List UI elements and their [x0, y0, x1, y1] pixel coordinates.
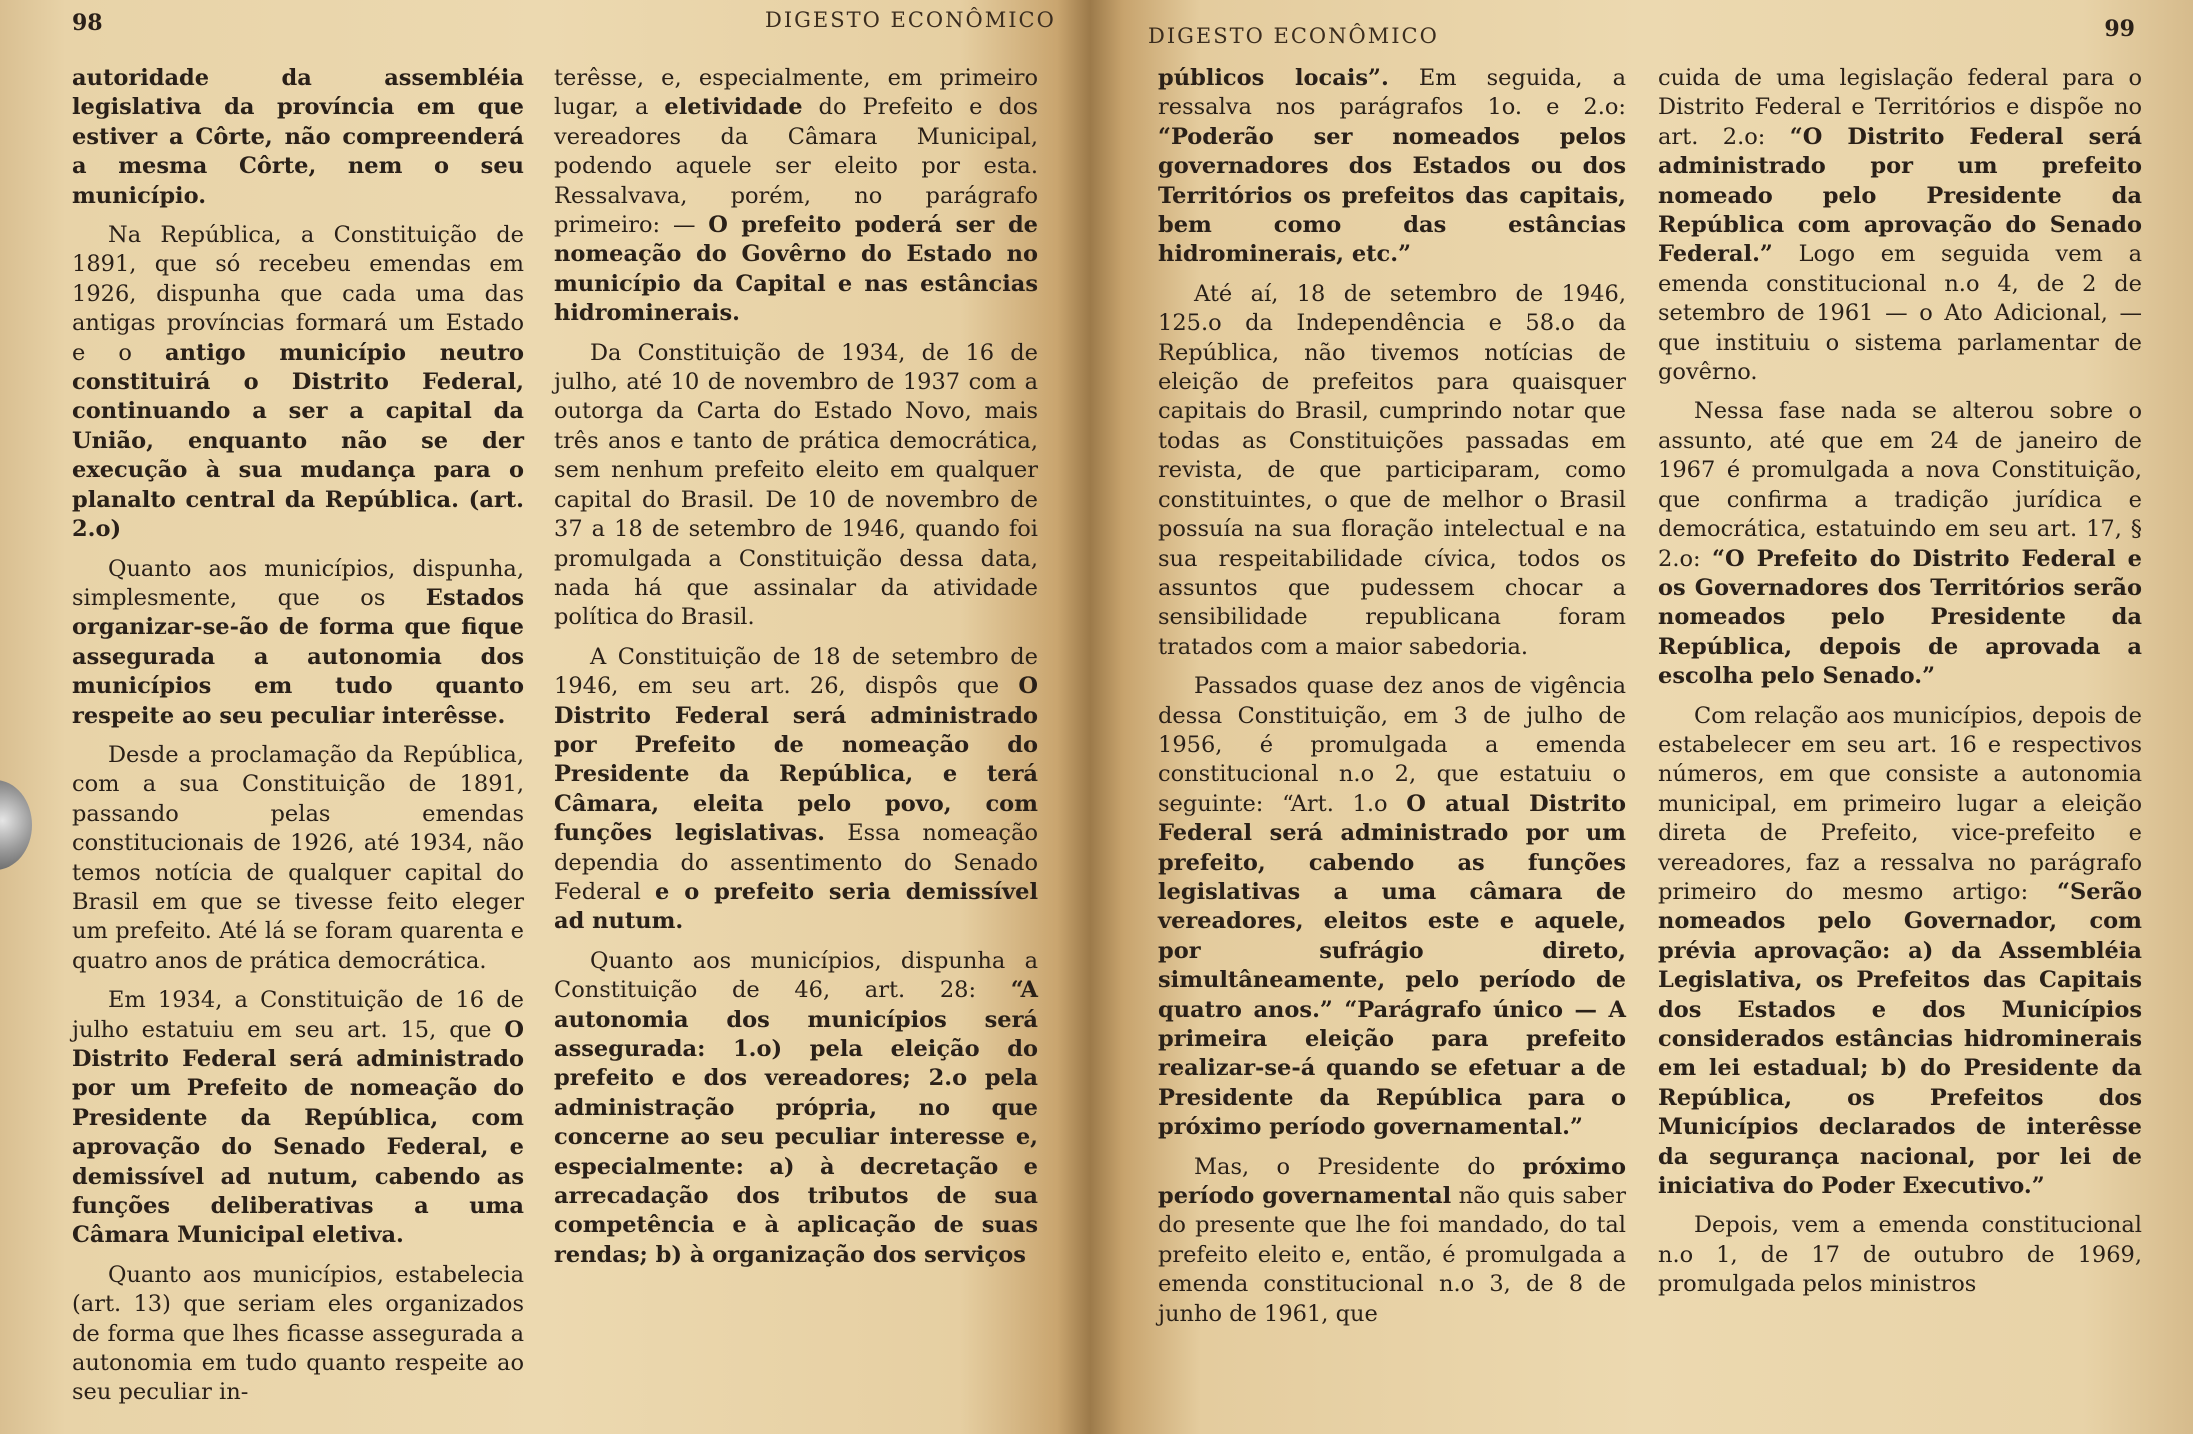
paragraph — [1158, 1153, 1626, 1329]
text-run: Até aí, 18 de setembro de 1946, 125.o da Independência e 58.o da República, não tivemos notícias de eleição de prefeitos para quaisquer capitais do Brasil, cumprindo notar que todas as Constituições passadas em revista, de que participaram, como constituintes, o que de melhor o Brasil possuía na sua floração intelectual e na sua respeitabilidade cívica, todos os assuntos que pudessem chocar a sensibilidade republicana foram tratados com a maior sabedoria. — [1158, 280, 1626, 660]
text-run: Nessa fase nada se alterou sobre o assunto, até que em 24 de janeiro de 1967 é promulgada a nova Constituição, que confirma a tradição jurídica e democrática, estatuindo em seu art. 17, § 2.o: — [1658, 398, 2142, 572]
bold-run: próximo período governamental — [1158, 1153, 1626, 1210]
paper-clip — [0, 780, 32, 870]
paragraph — [72, 986, 524, 1251]
text-run: não quis saber do presente que lhe foi mandado, do tal prefeito eleito e, então, é promulgada a emenda constitucional n.o 3, de 8 de junho de 1961, que — [1158, 1183, 1626, 1327]
bold-run: “Poderão ser nomeados pelos governadores dos Estados ou dos Territórios os prefeitos das capitais, bem como das estâncias hidrominerais, etc.” — [1158, 123, 1626, 268]
text-run: Quanto aos municípios, dispunha, simplesmente, que os — [72, 555, 524, 611]
text-run: Quanto aos municípios, estabelecia (art. 13) que seriam eles organizados de forma que lhes ficasse assegurada a autonomia em tudo quanto respeite ao seu peculiar in- — [72, 1261, 524, 1406]
text-run: cuida de uma legislação federal para o Distrito Federal e Territórios e dispõe no art. 2.o: — [1658, 65, 2142, 150]
text-run: Essa nomeação dependia do assentimento do Senado Federal — [554, 820, 1038, 905]
bold-run: antigo município neutro constituirá o Distrito Federal, continuando a ser a capital da União, enquanto não se der execução à sua mudança para o planalto central da República. (art. 2.o) — [72, 339, 524, 543]
right-column-1 — [1158, 64, 1626, 1329]
bold-run: e o prefeito seria demissível ad nutum. — [554, 878, 1038, 935]
paragraph — [1158, 672, 1626, 1143]
text-run: Passados quase dez anos de vigência dessa Constituição, em 3 de julho de 1956, é promulgada a emenda constitucional n.o 2, que estatuiu o seguinte: “Art. 1.o — [1158, 673, 1626, 817]
paragraph — [1658, 1211, 2142, 1299]
bold-run: O atual Distrito Federal será administrado por um prefeito, cabendo as funções legislativas a uma câmara de vereadores, eleitos este e aquele, por sufrágio direto, simultâneamente, pelo período de quatro anos.” “Parágrafo único — A primeira eleição para prefeito realizar-se-á quando se efetuar a de Presidente da República para o próximo período governamental.” — [1158, 790, 1626, 1141]
paragraph — [1658, 397, 2142, 691]
page-number: 99 — [2104, 16, 2135, 42]
running-header: DIGESTO ECONÔMICO — [765, 8, 1056, 32]
paragraph — [554, 947, 1038, 1270]
paragraph — [554, 643, 1038, 937]
text-run: Depois, vem a emenda constitucional n.o 1, de 17 de outubro de 1969, promulgada pelos ministros — [1658, 1212, 2142, 1298]
text-run: Com relação aos municípios, depois de estabelecer em seu art. 16 e respectivos números, em que consiste a autonomia municipal, em primeiro lugar a eleição direta de Prefeito, vice-prefeito e vereadores, faz a ressalva no parágrafo primeiro do mesmo artigo: — [1658, 702, 2142, 905]
text-run: Em seguida, a ressalva nos parágrafos 1o. e 2.o: — [1158, 65, 1626, 121]
bold-run: “A autonomia dos municípios será assegurada: 1.o) pela eleição do prefeito e dos vereadores; 2.o pela administração própria, no que concerne ao seu peculiar interesse e, especialmente: a) à decretação e arrecadação dos tributos de sua competência e à aplicação de suas rendas; b) à organização dos serviços — [554, 977, 1038, 1268]
text-run: terêsse, e, especialmente, em primeiro lugar, a — [554, 65, 1038, 121]
bold-run: “O Prefeito do Distrito Federal e os Governadores dos Territórios serão nomeados pelo Presidente da República, depois de aprovada a escolha pelo Senado.” — [1658, 545, 2142, 690]
paragraph — [72, 64, 524, 211]
paragraph — [554, 339, 1038, 633]
paragraph — [1658, 64, 2142, 387]
paragraph — [554, 64, 1038, 329]
text-run: Desde a proclamação da República, com a sua Constituição de 1891, passando pelas emendas constitucionais de 1926, até 1934, não temos notícia de qualquer capital do Brasil em que se tivesse feito eleger um prefeito. Até lá se foram quarenta e quatro anos de prática democrática. — [72, 741, 524, 974]
running-header: DIGESTO ECONÔMICO — [1148, 24, 1439, 48]
right-column-2 — [1658, 64, 2142, 1300]
text-run: do Prefeito e dos vereadores da Câmara Municipal, podendo aquele ser eleito por esta. Ressalvava, porém, no parágrafo primeiro: — — [554, 94, 1038, 239]
bold-run: O prefeito poderá ser de nomeação do Govêrno do Estado no município da Capital e nas estâncias hidrominerais. — [554, 212, 1038, 327]
paragraph — [72, 1261, 524, 1408]
left-page — [0, 0, 1090, 1434]
paragraph — [1158, 280, 1626, 662]
bold-run: O Distrito Federal será administrado por Prefeito de nomeação do Presidente da República, e terá Câmara, eleita pelo povo, com funções legislativas. — [554, 673, 1038, 847]
paragraph — [1658, 702, 2142, 1202]
bold-run: “O Distrito Federal será administrado por um prefeito nomeado pelo Presidente da República com aprovação do Senado Federal.” — [1658, 123, 2143, 268]
bold-run: eletividade — [664, 94, 803, 121]
paragraph — [72, 555, 524, 731]
text-run: Da Constituição de 1934, de 16 de julho, até 10 de novembro de 1937 com a outorga da Carta do Estado Novo, mais três anos e tanto de prática democrática, sem nenhum prefeito eleito em qualquer capital do Brasil. De 10 de novembro de 37 a 18 de setembro de 1946, quando foi promulgada a Constituição dessa data, nada há que assinalar da atividade política do Brasil. — [554, 339, 1038, 631]
right-page — [1090, 0, 2193, 1434]
left-column-2 — [554, 64, 1038, 1270]
bold-run: “Serão nomeados pelo Governador, com prévia aprovação: a) da Assembléia Legislativa, os Prefeitos das Capitais dos Estados e dos Municípios considerados estâncias hidrominerais em lei estadual; b) do Presidente da República, os Prefeitos dos Municípios declarados de interêsse da segurança nacional, por lei de iniciativa do Poder Executivo.” — [1658, 878, 2142, 1200]
bold-run: autoridade da assembléia legislativa da província em que estiver a Côrte, não compreenderá a mesma Côrte, nem o seu município. — [72, 65, 524, 209]
paragraph — [72, 221, 524, 544]
text-run: Mas, o Presidente do — [1194, 1153, 1523, 1180]
text-run: Quanto aos municípios, dispunha a Constituição de 46, art. 28: — [554, 947, 1038, 1004]
bold-run: O Distrito Federal será administrado por um Prefeito de nomeação do Presidente da República, com aprovação do Senado Federal, e demissível ad nutum, cabendo as funções deliberativas a uma Câmara Municipal eletiva. — [72, 1016, 524, 1249]
page-number: 98 — [72, 10, 103, 36]
text-run: Na República, a Constituição de 1891, que só recebeu emendas em 1926, dispunha que cada uma das antigas províncias formará um Estado e o — [72, 222, 524, 366]
bold-run: Estados organizar-se-ão de forma que fique assegurada a autonomia dos municípios em tudo quanto respeite ao seu peculiar interêsse. — [72, 584, 524, 729]
bold-run: públicos locais”. — [1158, 65, 1389, 91]
left-column-1 — [72, 64, 524, 1408]
text-run: A Constituição de 18 de setembro de 1946, em seu art. 26, dispôs que — [554, 643, 1038, 700]
text-run: Em 1934, a Constituição de 16 de julho estatuiu em seu art. 15, que — [72, 987, 524, 1043]
paragraph — [72, 741, 524, 976]
text-run: Logo em seguida vem a emenda constitucional n.o 4, de 2 de setembro de 1961 — o Ato Adicional, — que instituiu o sistema parlamentar de govêrno. — [1658, 241, 2142, 386]
paragraph — [1158, 64, 1626, 270]
